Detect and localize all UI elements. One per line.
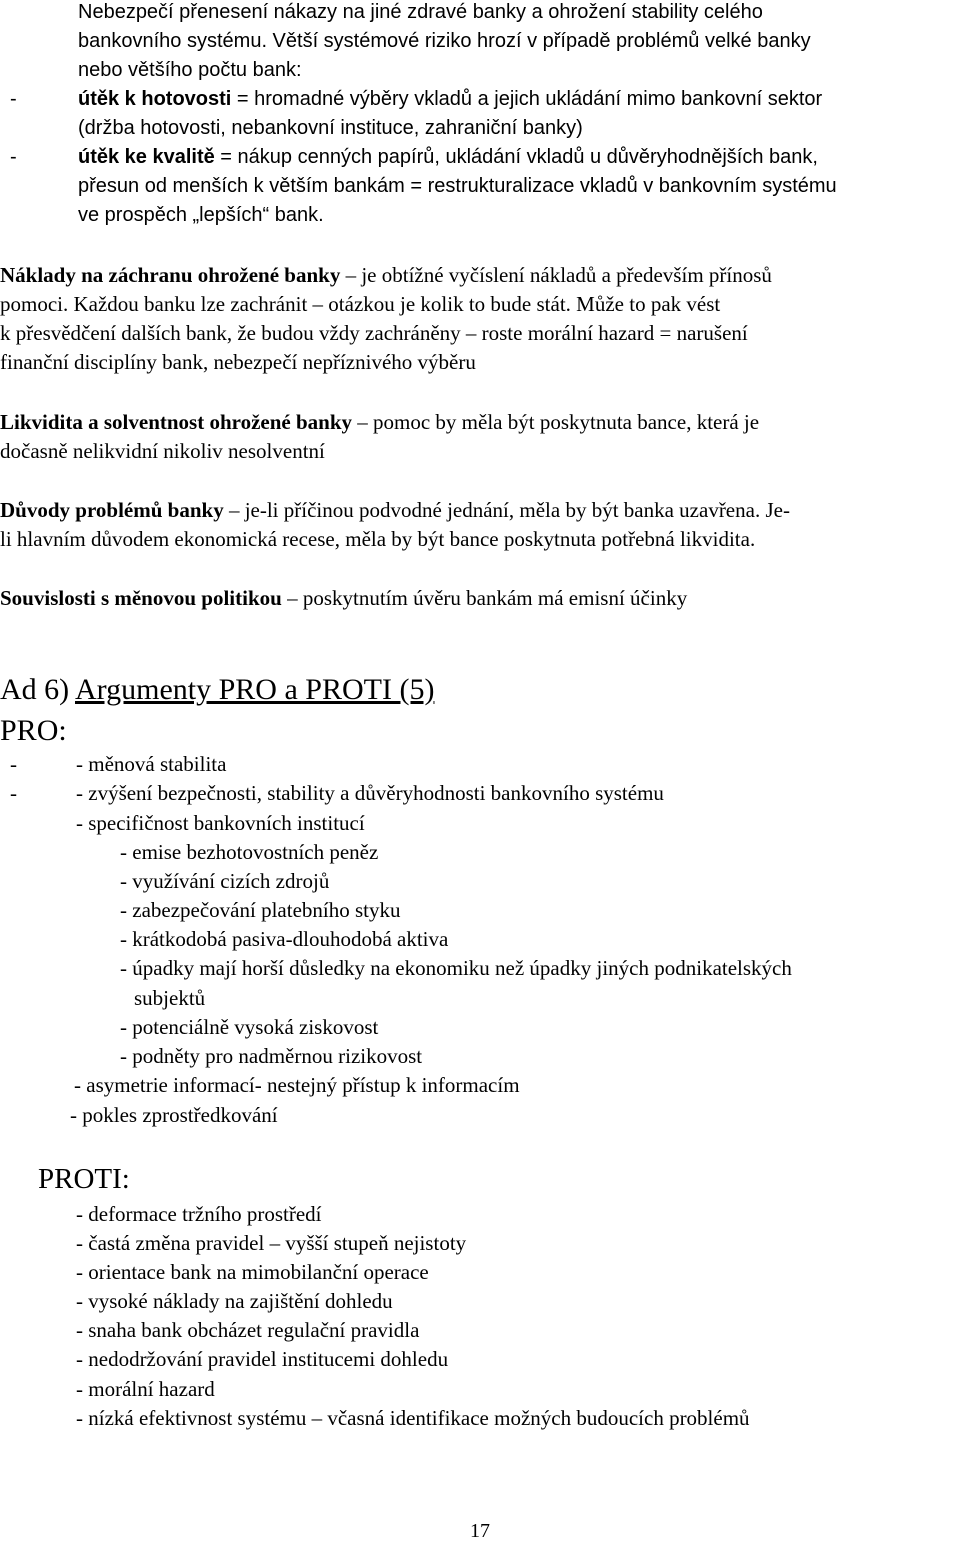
section-heading-title: Argumenty PRO a PROTI (5) — [75, 673, 435, 706]
list-item: - morální hazard — [76, 1377, 215, 1401]
text-line: přesun od menších k větším bankám = restrukturalizace vkladů v bankovním systému — [78, 175, 837, 197]
paragraph-line: k přesvědčení dalších bank, že budou vždy zachráněny – roste morální hazard = narušení — [0, 321, 748, 345]
list-item: - vysoké náklady na zajištění dohledu — [76, 1289, 393, 1313]
list-item: - podněty pro nadměrnou rizikovost — [120, 1044, 423, 1068]
proti-heading: PROTI: — [38, 1163, 130, 1195]
paragraph-term: Souvislosti s měnovou politikou — [0, 586, 282, 610]
paragraph-line: Souvislosti s měnovou politikou – poskytnutím úvěru bankám má emisní účinky — [0, 586, 688, 610]
paragraph-line: Důvody problémů banky – je-li příčinou podvodné jednání, měla by být banka uzavřena. Je- — [0, 498, 790, 522]
bullet-item: útěk k hotovosti = hromadné výběry vkladů a jejich ukládání mimo bankovní sektor — [78, 88, 823, 110]
paragraph-term: Důvody problémů banky — [0, 498, 224, 522]
bullet-dash: - — [10, 88, 17, 110]
list-item: - orientace bank na mimobilanční operace — [76, 1260, 429, 1284]
list-item: - pokles zprostředkování — [70, 1103, 278, 1127]
bullet-dash: - — [10, 146, 17, 168]
list-item: - snaha bank obcházet regulační pravidla — [76, 1318, 420, 1342]
paragraph-line: Likvidita a solventnost ohrožené banky – pomoc by měla být poskytnuta bance, která je — [0, 410, 760, 434]
text-line: bankovního systému. Větší systémové riziko hrozí v případě problémů velké banky — [78, 30, 811, 52]
list-item: - krátkodobá pasiva-dlouhodobá aktiva — [120, 927, 449, 951]
section-heading: Ad 6) Argumenty PRO a PROTI (5) — [0, 673, 435, 706]
list-item: - nízká efektivnost systému – včasná identifikace možných budoucích problémů — [76, 1406, 750, 1430]
paragraph-line: pomoci. Každou banku lze zachránit – otázkou je kolik to bude stát. Může to pak vést — [0, 292, 721, 316]
list-item: - využívání cizích zdrojů — [120, 869, 330, 893]
list-item: - častá změna pravidel – vyšší stupeň nejistoty — [76, 1231, 467, 1255]
paragraph-line: Náklady na záchranu ohrožené banky – je obtížné vyčíslení nákladů a především přínosů — [0, 263, 772, 287]
bullet-term: útěk k hotovosti — [78, 88, 232, 110]
text-line: ve prospěch „lepších“ bank. — [78, 204, 324, 226]
bullet-dash: - — [10, 781, 17, 805]
list-item: - asymetrie informací- nestejný přístup k informacím — [74, 1073, 520, 1097]
list-item-continued: subjektů — [134, 986, 206, 1010]
paragraph-line: li hlavním důvodem ekonomická recese, měla by být bance poskytnuta potřebná likvidita. — [0, 527, 756, 551]
paragraph-term: Náklady na záchranu ohrožené banky — [0, 263, 341, 287]
list-item: - měnová stabilita — [76, 752, 227, 776]
list-item: - nedodržování pravidel institucemi dohledu — [76, 1347, 449, 1371]
paragraph-line: finanční disciplíny bank, nebezpečí nepříznivého výběru — [0, 350, 476, 374]
list-item: - zvýšení bezpečnosti, stability a důvěryhodnosti bankovního systému — [76, 781, 664, 805]
paragraph-term: Likvidita a solventnost ohrožené banky — [0, 410, 353, 434]
list-item: - specifičnost bankovních institucí — [76, 811, 365, 835]
list-item: - potenciálně vysoká ziskovost — [120, 1015, 379, 1039]
bullet-term: útěk ke kvalitě — [78, 146, 215, 168]
list-item: - zabezpečování platebního styku — [120, 898, 401, 922]
text-line: (držba hotovosti, nebankovní instituce, zahraniční banky) — [78, 117, 583, 139]
bullet-dash: - — [10, 752, 17, 776]
paragraph-line: dočasně nelikvidní nikoliv nesolventní — [0, 439, 325, 463]
text-line: Nebezpečí přenesení nákazy na jiné zdravé banky a ohrožení stability celého — [78, 1, 763, 23]
pro-heading: PRO: — [0, 714, 67, 747]
text-line: nebo většího počtu bank: — [78, 59, 302, 81]
page-number: 17 — [470, 1520, 490, 1542]
list-item: - deformace tržního prostředí — [76, 1202, 322, 1226]
list-item: - úpadky mají horší důsledky na ekonomiku než úpadky jiných podnikatelských — [120, 956, 792, 980]
list-item: - emise bezhotovostních peněz — [120, 840, 379, 864]
bullet-item: útěk ke kvalitě = nákup cenných papírů, ukládání vkladů u důvěryhodnějších bank, — [78, 146, 818, 168]
